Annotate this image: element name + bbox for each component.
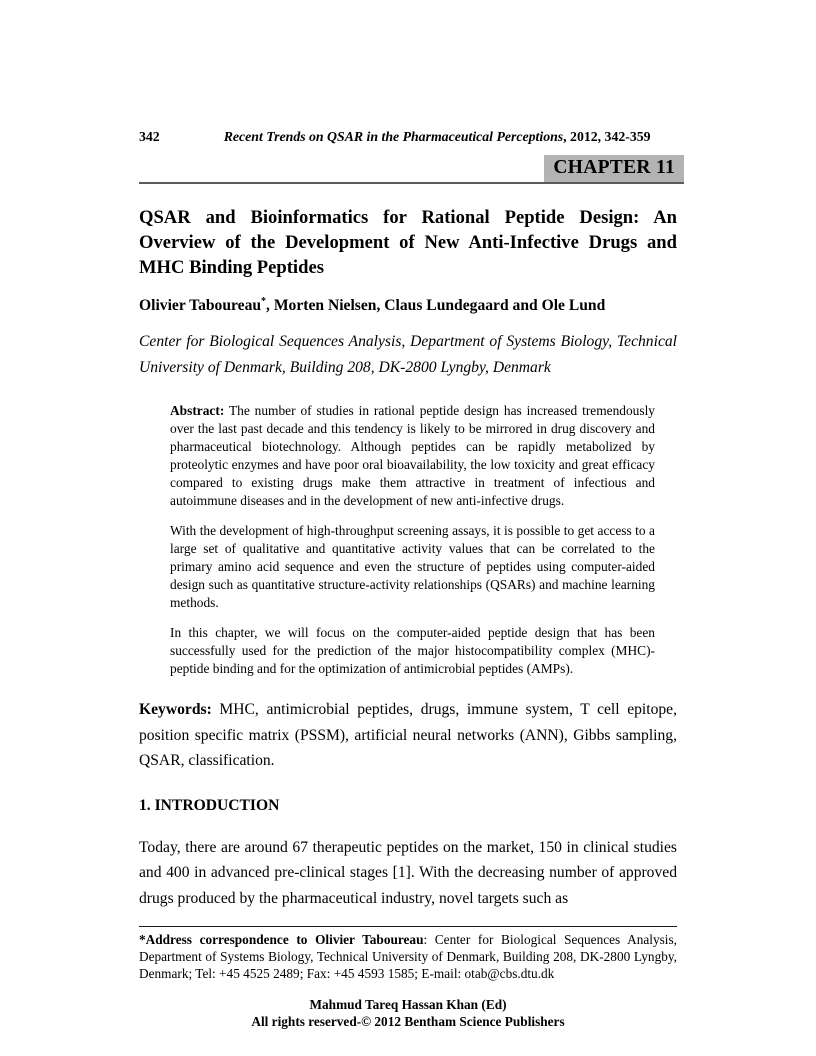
- copyright-line: All rights reserved-© 2012 Bentham Science Publishers: [251, 1014, 565, 1029]
- page-number: 342: [139, 129, 160, 144]
- chapter-badge: CHAPTER 11: [544, 155, 684, 182]
- section-heading-introduction: 1. INTRODUCTION: [139, 796, 280, 814]
- abstract-paragraph-2: With the development of high-throughput screening assays, it is possible to get access to a large set of qualitative and quantitative activity values that can be correlated to the primary amino acid sequence and even the structure of peptides using computer-aided design such as quantitative structure-activity relationships (QSARs) and machine learning methods.: [170, 523, 655, 610]
- running-head: [139, 128, 677, 145]
- journal-title-italic: Recent Trends on QSAR in the Pharmaceutical Perceptions: [223, 129, 564, 144]
- journal-title-suffix: , 2012, 342-359: [563, 129, 651, 144]
- page-content: [139, 128, 677, 1030]
- authors-line: [139, 296, 677, 316]
- running-head-title: [224, 128, 651, 145]
- abstract-block: [170, 402, 655, 678]
- keywords-text: MHC, antimicrobial peptides, drugs, immune system, T cell epitope, position specific matrix (PSSM), artificial neural networks (ANN), Gibbs sampling, QSAR, classification.: [139, 701, 677, 769]
- keywords-line: [139, 697, 677, 774]
- keywords-label: Keywords:: [139, 701, 212, 718]
- abstract-paragraph-1: [170, 402, 655, 510]
- chapter-band: [139, 155, 684, 184]
- abstract-paragraph-3: In this chapter, we will focus on the computer-aided peptide design that has been successfully used for the prediction of the major histocompatibility complex (MHC)-peptide binding and for the optimization of antimicrobial peptides (AMPs).: [170, 625, 655, 676]
- publisher-footer: [139, 996, 677, 1030]
- author-first: Olivier Taboureau: [139, 297, 262, 314]
- introduction-paragraph: Today, there are around 67 therapeutic peptides on the market, 150 in clinical studies and 400 in advanced pre-clinical stages [1]. With the decreasing number of approved drugs produced by the pharmaceutical industry, novel targets such as: [139, 838, 677, 907]
- chapter-title: QSAR and Bioinformatics for Rational Peptide Design: An Overview of the Development of New Anti-Infective Drugs and MHC Binding Peptides: [139, 207, 677, 278]
- editor-line: Mahmud Tareq Hassan Khan (Ed): [309, 997, 507, 1012]
- footnote-text: : Center for Biological Sequences Analysis, Department of Systems Biology, Technical University of Denmark, Building 208, DK-2800 Lyngby, Denmark; Tel: +45 4525 2489; Fax: +45 4593 1585; E-mail: otab@cbs.dtu.dk: [139, 932, 677, 981]
- abstract-text-1: The number of studies in rational peptide design has increased tremendously over the last past decade and this tendency is likely to be mirrored in drug discovery and pharmaceutical biotechnology. Although peptides can be rapidly metabolized by proteolytic enzymes and have poor oral bioavailability, the low toxicity and great efficacy compared to existing drugs make them attractive in treatment of infectious and autoimmune diseases and in the development of new anti-infective drugs.: [170, 403, 655, 508]
- correspondence-asterisk: *: [261, 295, 267, 307]
- abstract-label: Abstract:: [170, 403, 225, 418]
- affiliation: Center for Biological Sequences Analysis, Department of Systems Biology, Technical University of Denmark, Building 208, DK-2800 Lyngby, Denmark: [139, 333, 677, 376]
- footnote-label: *Address correspondence to Olivier Taboureau: [139, 932, 424, 947]
- correspondence-footnote: [139, 926, 677, 982]
- authors-rest: , Morten Nielsen, Claus Lundegaard and Ole Lund: [266, 297, 606, 314]
